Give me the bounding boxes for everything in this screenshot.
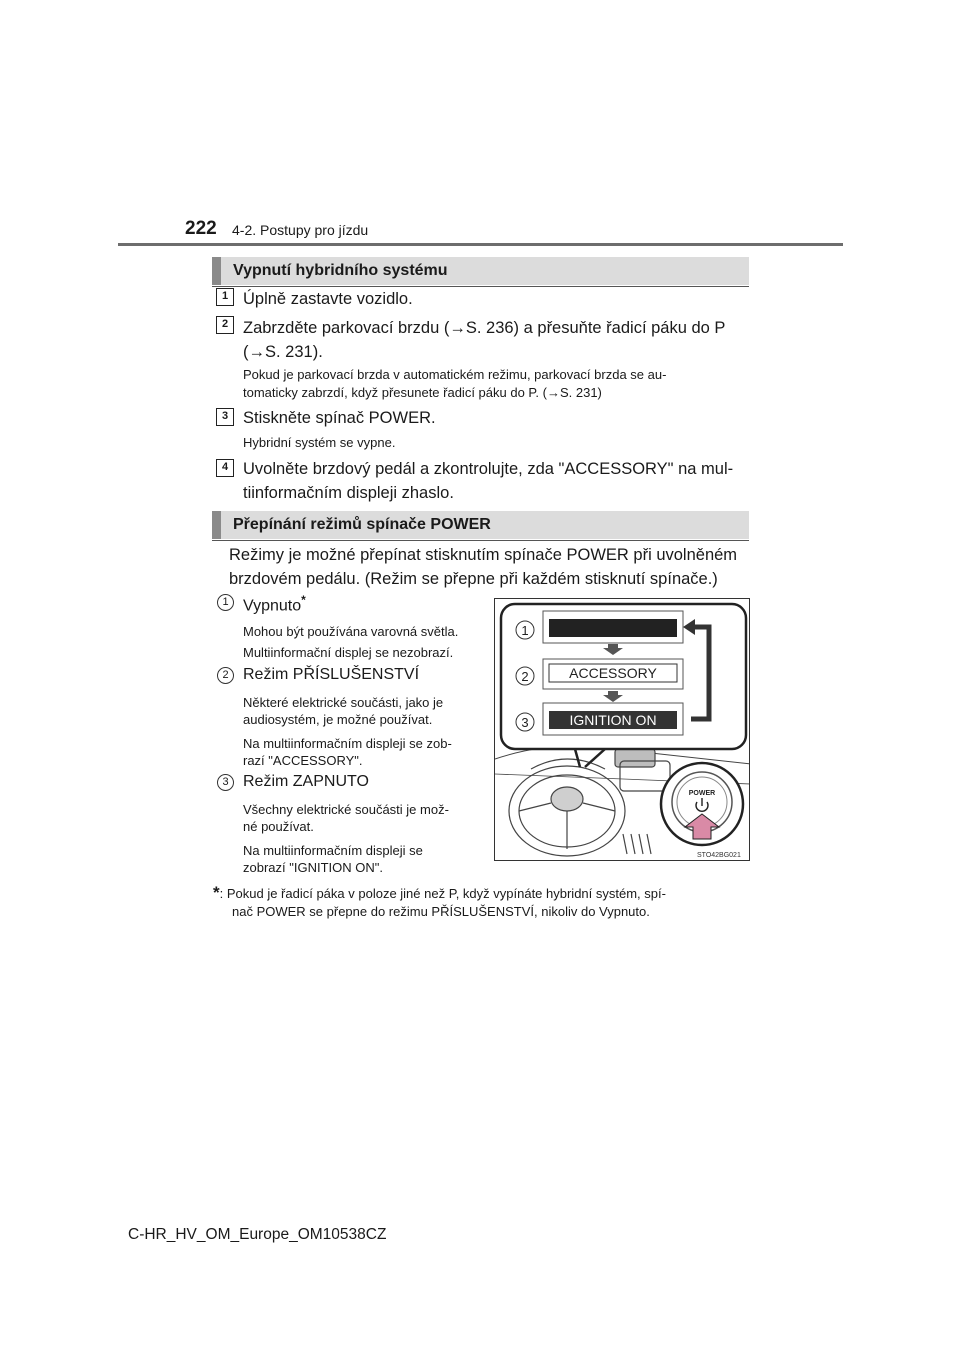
display-ignition-text: IGNITION ON [569, 712, 657, 728]
note-text: Pokud je parkovací brzda v automatickém režimu, parkovací brzda se au- [243, 367, 667, 382]
asterisk-mark: * [213, 883, 220, 902]
display-off-screen [549, 619, 677, 637]
mode-note: Na multiinformačním displeji se [243, 843, 423, 858]
mode-note: razí "ACCESSORY". [243, 753, 363, 768]
step-number: 2 [216, 316, 234, 334]
section-heading-text: Přepínání režimů spínače POWER [233, 516, 491, 533]
power-switch-figure [494, 598, 750, 861]
mode-number: 2 [217, 667, 234, 684]
footnote: *: Pokud je řadicí páka v poloze jiné než P, když vypínáte hybridní systém, spí- [213, 883, 666, 902]
step-number: 1 [216, 288, 234, 306]
display-accessory-text: ACCESSORY [569, 665, 657, 681]
callout-pointer [575, 749, 605, 767]
header-rule [118, 243, 843, 246]
mode-note: Všechny elektrické součásti je mož- [243, 802, 449, 817]
step-text: (→S. 231). [243, 343, 323, 361]
intro-text: brzdovém pedálu. (Režim se přepne při každém stisknutí spínače.) [229, 570, 718, 588]
mode-note: Multiinformační displej se nezobrazí. [243, 645, 454, 660]
section-path: 4-2. Postupy pro jízdu [232, 222, 369, 238]
document-id: C-HR_HV_OM_Europe_OM10538CZ [128, 1226, 387, 1243]
footnote-continued: nač POWER se přepne do režimu PŘÍSLUŠENSTVÍ, nikoliv do Vypnuto. [232, 904, 650, 919]
svg-text:1: 1 [521, 623, 529, 638]
page-number: 222 [185, 218, 217, 239]
mode-note: Některé elektrické součásti, jako je [243, 695, 444, 710]
mode-note: Na multiinformačním displeji se zob- [243, 736, 452, 751]
section-heading-text: Vypnutí hybridního systému [233, 262, 448, 279]
step-number: 4 [216, 459, 234, 477]
section-heading-shutdown [212, 257, 749, 285]
power-button-label: POWER [688, 790, 716, 797]
step-text: Uvolněte brzdový pedál a zkontrolujte, zda "ACCESSORY" na mul- [243, 460, 734, 478]
svg-text:3: 3 [521, 715, 529, 730]
figure-illustration [495, 599, 750, 861]
mode-title: Režim PŘÍSLUŠENSTVÍ [243, 666, 420, 683]
step-text: Zabrzděte parkovací brzdu (→S. 236) a přesuňte řadicí páku do P [243, 319, 726, 337]
mode-number: 3 [217, 774, 234, 791]
mode-note: audiosystém, je možné používat. [243, 712, 433, 727]
asterisk-mark: * [301, 593, 306, 607]
intro-text: Režimy je možné přepínat stisknutím spínače POWER při uvolněném [229, 546, 738, 564]
step-number: 3 [216, 408, 234, 426]
step-text: Úplně zastavte vozidlo. [243, 290, 413, 308]
mode-note: Mohou být používána varovná světla. [243, 624, 459, 639]
step-text: tiinformačním displeji zhaslo. [243, 484, 454, 502]
mode-title: Režim ZAPNUTO [243, 773, 369, 790]
mode-note: né používat. [243, 819, 314, 834]
section-heading-power-modes [212, 511, 749, 539]
note-text: tomaticky zabrzdí, když přesunete řadicí páku do P. (→S. 231) [243, 385, 602, 400]
figure-code: STO42BG021 [697, 852, 741, 859]
mode-number: 1 [217, 594, 234, 611]
mode-note: zobrazí "IGNITION ON". [243, 860, 383, 875]
mode-title: Vypnuto* [243, 593, 306, 615]
svg-text:2: 2 [521, 669, 529, 684]
note-text: Hybridní systém se vypne. [243, 435, 396, 450]
step-text: Stiskněte spínač POWER. [243, 409, 436, 427]
